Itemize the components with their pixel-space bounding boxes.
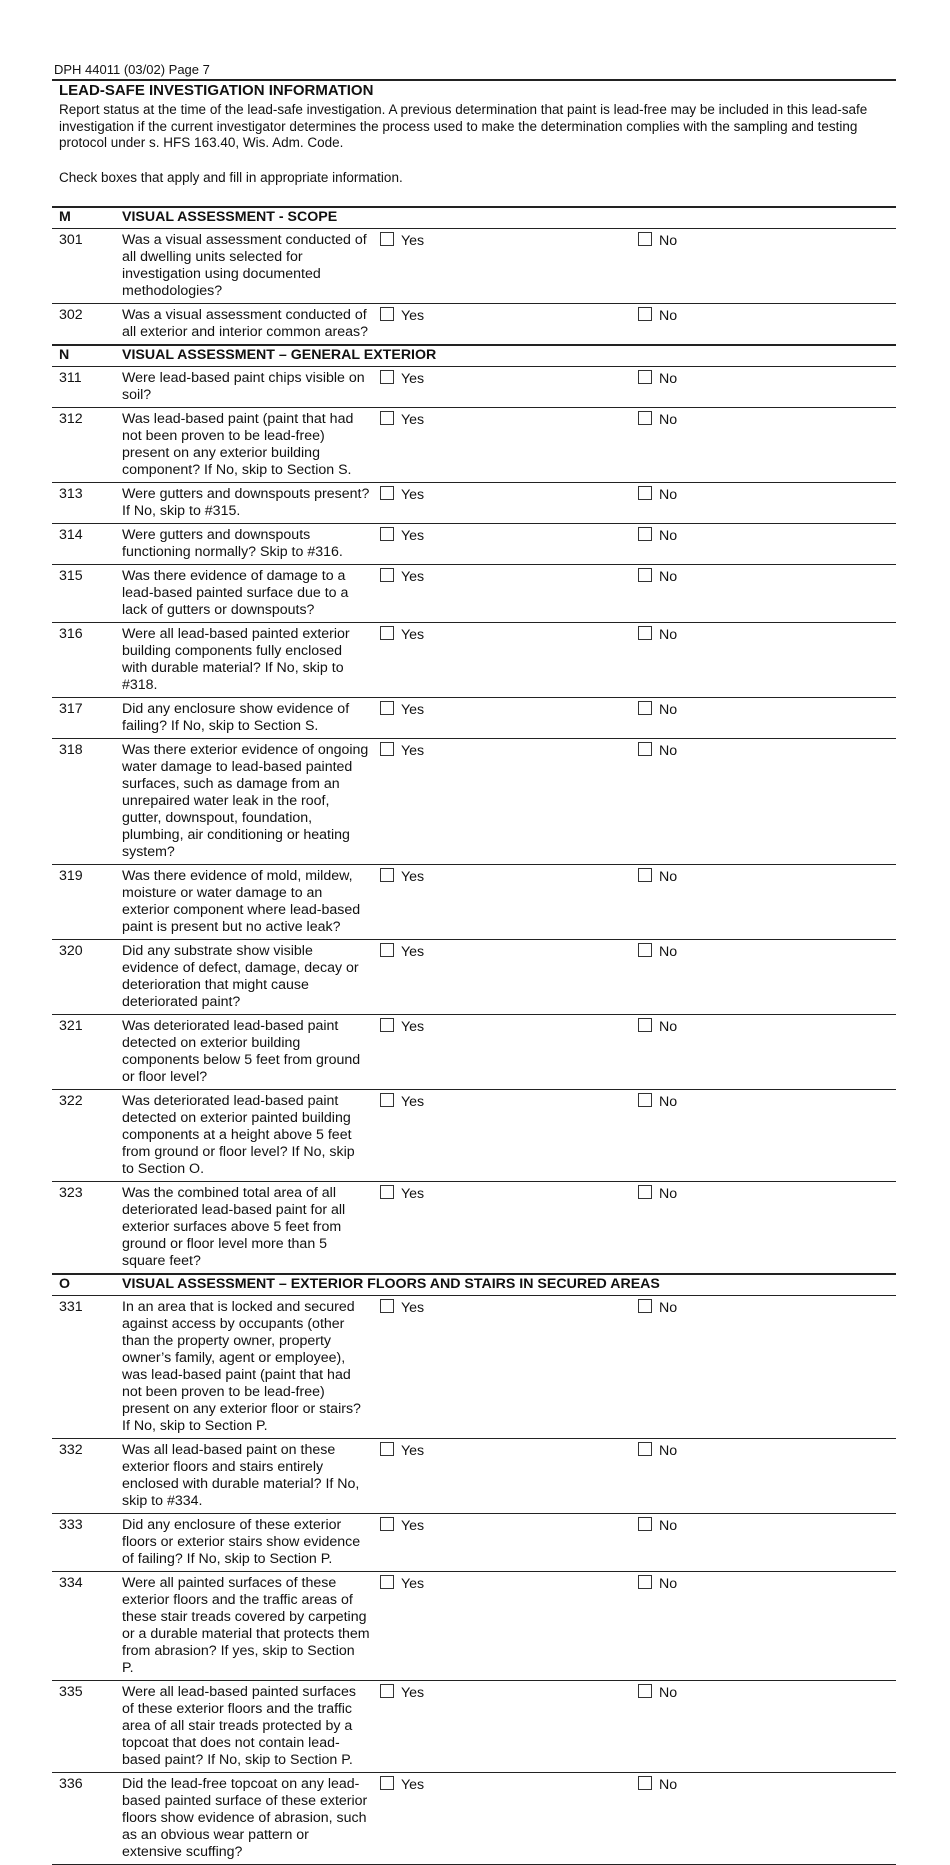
yes-label: Yes: [401, 307, 425, 324]
section-letter: N: [52, 345, 122, 367]
question-text: Were all painted surfaces of these exterior floors and the traffic areas of these stair treads covered by carpeting or a durable material that protects them from abrasion? If yes, skip to Section P.: [122, 1571, 380, 1680]
no-checkbox[interactable]: [638, 1442, 652, 1456]
yes-option[interactable]: [380, 1093, 424, 1111]
yes-option[interactable]: [380, 868, 424, 886]
yes-label: Yes: [401, 1442, 425, 1459]
question-text: Did any substrate show visible evidence of defect, damage, decay or deterioration that might cause deteriorated paint?: [122, 939, 380, 1014]
question-number: 314: [52, 523, 122, 564]
question-number: 312: [52, 407, 122, 482]
yes-label: Yes: [401, 568, 425, 585]
yes-checkbox[interactable]: [380, 1575, 394, 1589]
no-label: No: [659, 307, 678, 324]
question-number: 316: [52, 622, 122, 697]
no-option[interactable]: [638, 626, 677, 644]
question-text: Were all lead-based painted exterior building components fully enclosed with durable material? If No, skip to #318.: [122, 622, 380, 697]
no-checkbox[interactable]: [638, 626, 652, 640]
question-row: [52, 939, 896, 1014]
question-row: [52, 407, 896, 482]
yes-checkbox[interactable]: [380, 486, 394, 500]
question-row: [52, 482, 896, 523]
yes-option[interactable]: [380, 1299, 424, 1317]
no-option[interactable]: [638, 232, 677, 250]
no-checkbox[interactable]: [638, 1684, 652, 1698]
yes-checkbox[interactable]: [380, 527, 394, 541]
question-text: Was there exterior evidence of ongoing water damage to lead-based painted surfaces, such as damage from an unrepaired water leak in the roof, gutter, downspout, foundation, plumbing, air conditioning or heating system?: [122, 738, 380, 864]
question-text: Was lead-based paint (paint that had not been proven to be lead-free) present on any exterior building component? If No, skip to Section S.: [122, 407, 380, 482]
no-checkbox[interactable]: [638, 1575, 652, 1589]
no-label: No: [659, 1018, 678, 1035]
no-label: No: [659, 1575, 678, 1592]
no-label: No: [659, 486, 678, 503]
no-option[interactable]: [638, 1776, 677, 1794]
no-label: No: [659, 1684, 678, 1701]
no-label: No: [659, 1093, 678, 1110]
question-text: Was a visual assessment conducted of all exterior and interior common areas?: [122, 303, 380, 345]
question-number: 301: [52, 228, 122, 303]
yes-label: Yes: [401, 1684, 425, 1701]
question-number: 315: [52, 564, 122, 622]
no-option[interactable]: [638, 307, 677, 325]
yes-checkbox[interactable]: [380, 701, 394, 715]
questionnaire-table: [52, 206, 896, 1865]
yes-option[interactable]: [380, 701, 424, 719]
yes-option[interactable]: [380, 486, 424, 504]
yes-label: Yes: [401, 701, 425, 718]
yes-option[interactable]: [380, 568, 424, 586]
title-rule: [52, 79, 896, 81]
no-checkbox[interactable]: [638, 411, 652, 425]
no-label: No: [659, 943, 678, 960]
yes-label: Yes: [401, 1093, 425, 1110]
question-row: [52, 1772, 896, 1864]
section-title: VISUAL ASSESSMENT - SCOPE: [122, 207, 896, 229]
yes-option[interactable]: [380, 943, 424, 961]
page-title: LEAD-SAFE INVESTIGATION INFORMATION: [59, 82, 374, 99]
question-number: 317: [52, 697, 122, 738]
yes-label: Yes: [401, 1299, 425, 1316]
yes-checkbox[interactable]: [380, 568, 394, 582]
no-option[interactable]: [638, 701, 677, 719]
form-page: [52, 62, 896, 1865]
no-option[interactable]: [638, 527, 677, 545]
no-option[interactable]: [638, 868, 677, 886]
instruction-text: Check boxes that apply and fill in appropriate information.: [59, 169, 403, 185]
section-header: [52, 1274, 896, 1296]
yes-label: Yes: [401, 232, 425, 249]
question-number: 320: [52, 939, 122, 1014]
question-number: 321: [52, 1014, 122, 1089]
question-text: Was deteriorated lead-based paint detected on exterior building components below 5 feet from ground or floor level?: [122, 1014, 380, 1089]
question-number: 319: [52, 864, 122, 939]
question-text: Was all lead-based paint on these exterior floors and stairs entirely enclosed with durable material? If No, skip to #334.: [122, 1438, 380, 1513]
yes-option[interactable]: [380, 1018, 424, 1036]
question-text: Were gutters and downspouts present? If No, skip to #315.: [122, 482, 380, 523]
yes-label: Yes: [401, 626, 425, 643]
yes-option[interactable]: [380, 1684, 424, 1702]
question-row: [52, 1680, 896, 1772]
yes-checkbox[interactable]: [380, 742, 394, 756]
yes-checkbox[interactable]: [380, 1299, 394, 1313]
no-label: No: [659, 232, 678, 249]
no-label: No: [659, 1299, 678, 1316]
no-checkbox[interactable]: [638, 1018, 652, 1032]
yes-checkbox[interactable]: [380, 370, 394, 384]
question-number: 333: [52, 1513, 122, 1571]
question-row: [52, 1295, 896, 1438]
yes-checkbox[interactable]: [380, 626, 394, 640]
yes-checkbox[interactable]: [380, 307, 394, 321]
question-row: [52, 697, 896, 738]
no-label: No: [659, 742, 678, 759]
yes-option[interactable]: [380, 411, 424, 429]
yes-label: Yes: [401, 527, 425, 544]
yes-checkbox[interactable]: [380, 1185, 394, 1199]
no-option[interactable]: [638, 370, 677, 388]
section-header: [52, 207, 896, 229]
question-text: Was the combined total area of all deteriorated lead-based paint for all exterior surfaces above 5 feet from ground or floor level more than 5 square feet?: [122, 1181, 380, 1274]
question-row: [52, 1014, 896, 1089]
no-option[interactable]: [638, 1093, 677, 1111]
no-checkbox[interactable]: [638, 527, 652, 541]
no-checkbox[interactable]: [638, 1093, 652, 1107]
yes-option[interactable]: [380, 1185, 424, 1203]
question-number: 323: [52, 1181, 122, 1274]
yes-label: Yes: [401, 868, 425, 885]
yes-option[interactable]: [380, 1442, 424, 1460]
question-text: Was deteriorated lead-based paint detected on exterior painted building components at a height above 5 feet from ground or floor level? If No, skip to Section O.: [122, 1089, 380, 1181]
question-text: Was there evidence of damage to a lead-based painted surface due to a lack of gutters or downspouts?: [122, 564, 380, 622]
no-checkbox[interactable]: [638, 742, 652, 756]
question-row: [52, 1089, 896, 1181]
yes-option[interactable]: [380, 370, 424, 388]
question-text: Did any enclosure of these exterior floors or exterior stairs show evidence of failing? If No, skip to Section P.: [122, 1513, 380, 1571]
section-title: VISUAL ASSESSMENT – GENERAL EXTERIOR: [122, 345, 896, 367]
yes-checkbox[interactable]: [380, 868, 394, 882]
yes-label: Yes: [401, 1185, 425, 1202]
question-text: Were lead-based paint chips visible on soil?: [122, 366, 380, 407]
question-row: [52, 1513, 896, 1571]
yes-label: Yes: [401, 742, 425, 759]
question-number: 332: [52, 1438, 122, 1513]
question-row: [52, 1438, 896, 1513]
question-text: Were gutters and downspouts functioning normally? Skip to #316.: [122, 523, 380, 564]
no-label: No: [659, 1517, 678, 1534]
yes-label: Yes: [401, 1776, 425, 1793]
no-label: No: [659, 626, 678, 643]
yes-option[interactable]: [380, 626, 424, 644]
yes-checkbox[interactable]: [380, 1776, 394, 1790]
question-text: Were all lead-based painted surfaces of these exterior floors and the traffic area of all stair treads protected by a topcoat that does not contain lead-based paint? If No, skip to Section P.: [122, 1680, 380, 1772]
yes-option[interactable]: [380, 1517, 424, 1535]
yes-option[interactable]: [380, 1575, 424, 1593]
question-row: [52, 622, 896, 697]
yes-checkbox[interactable]: [380, 1093, 394, 1107]
question-row: [52, 366, 896, 407]
no-checkbox[interactable]: [638, 701, 652, 715]
question-text: Did any enclosure show evidence of failing? If No, skip to Section S.: [122, 697, 380, 738]
no-checkbox[interactable]: [638, 232, 652, 246]
yes-checkbox[interactable]: [380, 1684, 394, 1698]
intro-paragraph: Report status at the time of the lead-safe investigation. A previous determination that paint is lead-free may be included in this lead-safe investigation if the current investigator determines the process used to make the determination complies with the sampling and testing protocol under s. HFS 163.40, Wis. Adm. Code.: [59, 102, 868, 150]
yes-option[interactable]: [380, 232, 424, 250]
form-id: DPH 44011 (03/02) Page 7: [54, 62, 210, 77]
yes-option[interactable]: [380, 527, 424, 545]
no-option[interactable]: [638, 742, 677, 760]
yes-option[interactable]: [380, 742, 424, 760]
no-option[interactable]: [638, 1185, 677, 1203]
no-option[interactable]: [638, 568, 677, 586]
no-option[interactable]: [638, 1684, 677, 1702]
yes-label: Yes: [401, 370, 425, 387]
no-checkbox[interactable]: [638, 486, 652, 500]
yes-label: Yes: [401, 411, 425, 428]
yes-checkbox[interactable]: [380, 1018, 394, 1032]
yes-label: Yes: [401, 943, 425, 960]
no-option[interactable]: [638, 1517, 677, 1535]
yes-option[interactable]: [380, 307, 424, 325]
no-checkbox[interactable]: [638, 943, 652, 957]
no-option[interactable]: [638, 1299, 677, 1317]
yes-checkbox[interactable]: [380, 411, 394, 425]
question-number: 313: [52, 482, 122, 523]
question-number: 331: [52, 1295, 122, 1438]
no-option[interactable]: [638, 1018, 677, 1036]
section-title: VISUAL ASSESSMENT – EXTERIOR FLOORS AND STAIRS IN SECURED AREAS: [122, 1274, 896, 1296]
no-label: No: [659, 411, 678, 428]
question-number: 334: [52, 1571, 122, 1680]
yes-checkbox[interactable]: [380, 1442, 394, 1456]
no-checkbox[interactable]: [638, 1776, 652, 1790]
question-number: 311: [52, 366, 122, 407]
no-label: No: [659, 568, 678, 585]
no-label: No: [659, 370, 678, 387]
question-row: [52, 1181, 896, 1274]
yes-label: Yes: [401, 1517, 425, 1534]
no-checkbox[interactable]: [638, 307, 652, 321]
no-label: No: [659, 868, 678, 885]
yes-checkbox[interactable]: [380, 1517, 394, 1531]
question-text: Did the lead-free topcoat on any lead-based painted surface of these exterior floors show evidence of abrasion, such as an obvious wear pattern or extensive scuffing?: [122, 1772, 380, 1864]
yes-checkbox[interactable]: [380, 943, 394, 957]
question-number: 336: [52, 1772, 122, 1864]
question-row: [52, 564, 896, 622]
section-letter: O: [52, 1274, 122, 1296]
no-label: No: [659, 1776, 678, 1793]
yes-option[interactable]: [380, 1776, 424, 1794]
no-checkbox[interactable]: [638, 370, 652, 384]
no-label: No: [659, 1185, 678, 1202]
section-header: [52, 345, 896, 367]
no-label: No: [659, 1442, 678, 1459]
yes-checkbox[interactable]: [380, 232, 394, 246]
question-row: [52, 738, 896, 864]
no-label: No: [659, 701, 678, 718]
question-number: 302: [52, 303, 122, 345]
question-row: [52, 523, 896, 564]
no-option[interactable]: [638, 411, 677, 429]
question-row: [52, 228, 896, 303]
no-option[interactable]: [638, 1575, 677, 1593]
question-number: 318: [52, 738, 122, 864]
question-text: Was a visual assessment conducted of all dwelling units selected for investigation using documented methodologies?: [122, 228, 380, 303]
question-number: 335: [52, 1680, 122, 1772]
no-checkbox[interactable]: [638, 568, 652, 582]
no-checkbox[interactable]: [638, 1185, 652, 1199]
question-row: [52, 864, 896, 939]
no-checkbox[interactable]: [638, 1517, 652, 1531]
yes-label: Yes: [401, 1575, 425, 1592]
question-text: In an area that is locked and secured against access by occupants (other than the property owner, property owner’s family, agent or employee), was lead-based paint (paint that had not been proven to be lead-free) present on any exterior floor or stairs? If No, skip to Section P.: [122, 1295, 380, 1438]
no-checkbox[interactable]: [638, 1299, 652, 1313]
no-option[interactable]: [638, 486, 677, 504]
yes-label: Yes: [401, 486, 425, 503]
question-row: [52, 1571, 896, 1680]
question-row: [52, 303, 896, 345]
no-option[interactable]: [638, 943, 677, 961]
yes-label: Yes: [401, 1018, 425, 1035]
no-checkbox[interactable]: [638, 868, 652, 882]
question-number: 322: [52, 1089, 122, 1181]
section-letter: M: [52, 207, 122, 229]
question-text: Was there evidence of mold, mildew, moisture or water damage to an exterior component where lead-based paint is present but no active leak?: [122, 864, 380, 939]
no-option[interactable]: [638, 1442, 677, 1460]
no-label: No: [659, 527, 678, 544]
